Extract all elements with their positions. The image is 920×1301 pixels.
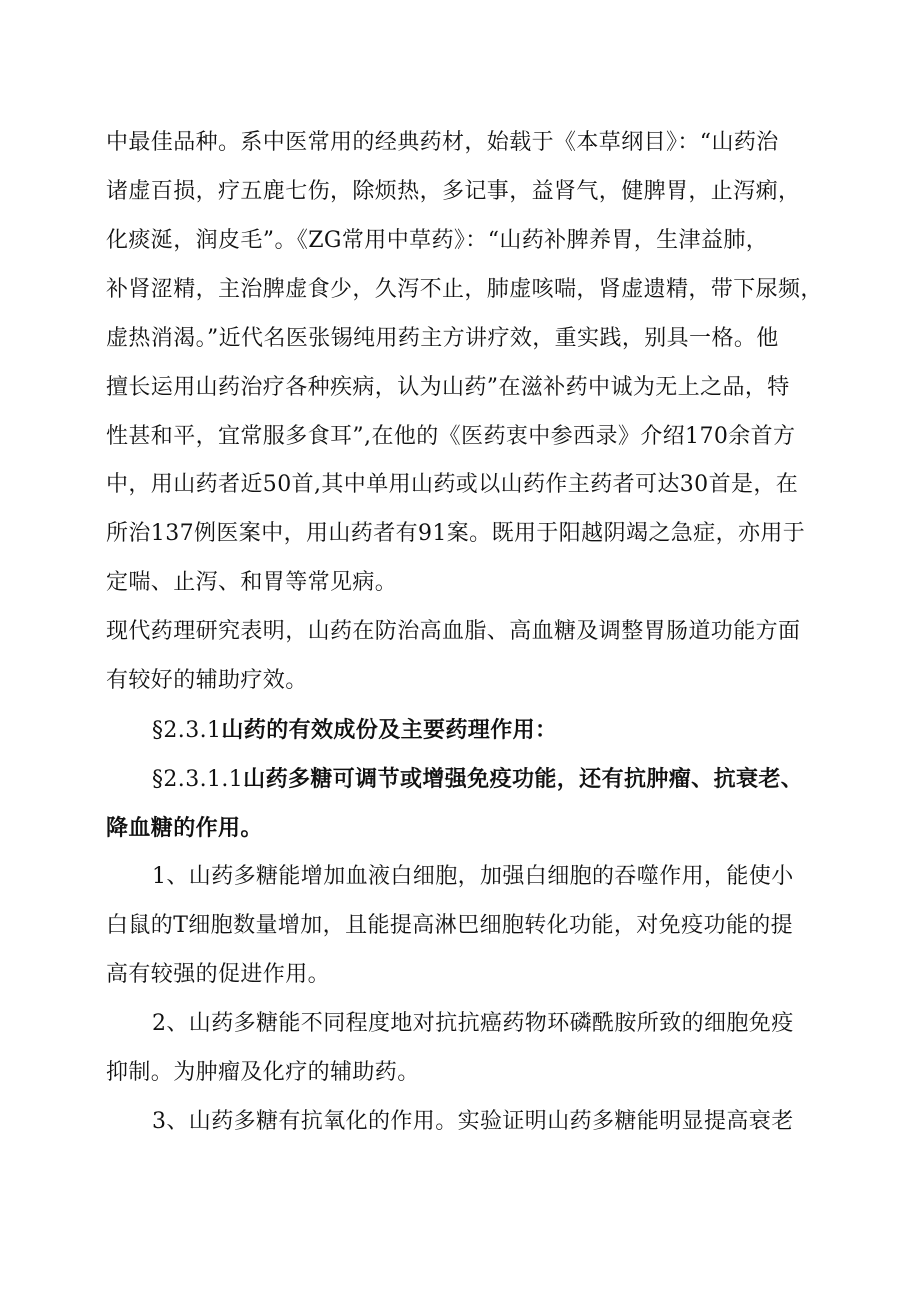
section-number: §2.3.1.1 [152, 767, 244, 792]
paragraph-1-line-9: 所治137例医案中，用山药者有91案。既用于阳越阴竭之急症，亦用于 [106, 521, 806, 546]
item-3-line-1: 3、山药多糖有抗氧化的作用。实验证明山药多糖能明显提高衰老 [152, 1109, 794, 1134]
section-number: §2.3.1 [152, 718, 222, 743]
section-heading-2-3-1-1-line-2: 降血糖的作用。 [106, 815, 263, 841]
paragraph-1-line-2: 诸虚百损，疗五鹿七伤，除烦热，多记事，益肾气，健脾胃，止泻痢， [106, 179, 801, 204]
paragraph-1-line-8: 中，用山药者近50首,其中单用山药或以山药作主药者可达30首是，在 [106, 472, 799, 497]
paragraph-1-line-4: 补肾涩精，主治脾虚食少，久泻不止，肺虚咳喘，肾虚遗精，带下尿频， [106, 277, 823, 302]
section-title: 山药多糖可调节或增强免疫功能，还有抗肿瘤、抗衰老、 [243, 766, 804, 792]
paragraph-1-line-10: 定喘、止泻、和胃等常见病。 [106, 570, 398, 595]
paragraph-1-line-5: 虚热消渴。”近代名医张锡纯用药主方讲疗效，重实践，别具一格。他 [106, 326, 779, 351]
section-heading-2-3-1 [152, 715, 557, 746]
paragraph-1-line-3: 化痰涎，润皮毛”。《ZG常用中草药》：“山药补脾养胃，生津益肺， [106, 228, 769, 253]
paragraph-1-line-7: 性甚和平，宜常服多食耳”,在他的《医药衷中参西录》介绍170余首方 [106, 424, 796, 449]
section-heading-2-3-1-1 [152, 764, 803, 795]
section-title: 山药的有效成份及主要药理作用： [221, 717, 558, 743]
item-2-line-1: 2、山药多糖能不同程度地对抗抗癌药物环磷酰胺所致的细胞免疫 [152, 1011, 794, 1036]
paragraph-1-line-6: 擅长运用山药治疗各种疾病，认为山药”在滋补药中诚为无上之品，特 [106, 375, 790, 400]
paragraph-1-line-1: 中最佳品种。系中医常用的经典药材，始载于《本草纲目》：“山药治 [106, 130, 779, 155]
item-2-line-2: 抑制。为肿瘤及化疗的辅助药。 [106, 1060, 420, 1085]
item-1-line-3: 高有较强的促进作用。 [106, 962, 331, 987]
item-1-line-1: 1、山药多糖能增加血液白细胞，加强白细胞的吞噬作用，能使小 [152, 864, 794, 889]
paragraph-2-line-2: 有较好的辅助疗效。 [106, 668, 308, 693]
paragraph-2-line-1: 现代药理研究表明，山药在防治高血脂、高血糖及调整胃肠道功能方面 [106, 619, 801, 644]
item-1-line-2: 白鼠的T细胞数量增加，且能提高淋巴细胞转化功能，对免疫功能的提 [106, 913, 794, 938]
